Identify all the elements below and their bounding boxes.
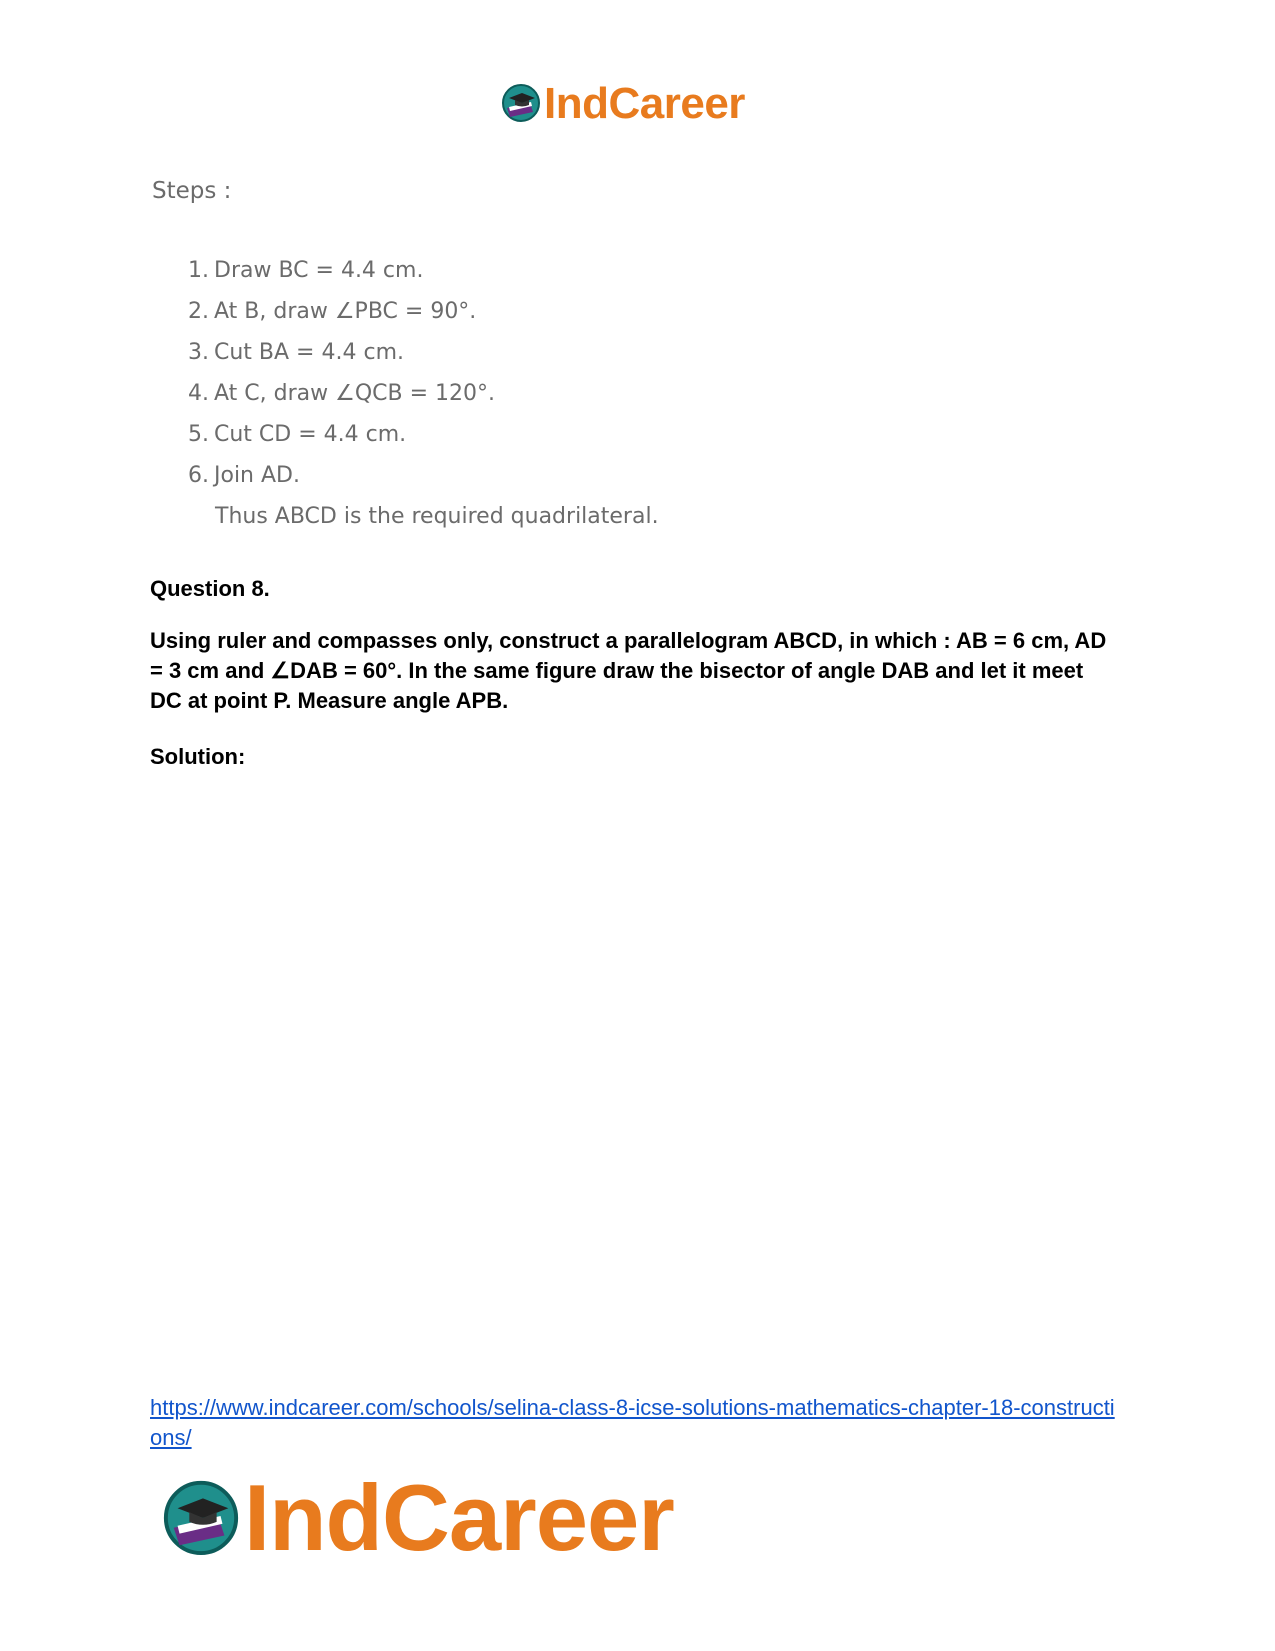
step-number: 2. <box>188 299 209 324</box>
steps-list <box>188 256 495 502</box>
footer-logo <box>160 1466 674 1570</box>
step-number: 3. <box>188 340 209 365</box>
graduation-book-icon <box>500 81 542 128</box>
list-item <box>188 297 495 338</box>
header-logo <box>500 76 745 132</box>
list-item <box>188 256 495 297</box>
footer-logo-text: IndCareer <box>244 1465 674 1570</box>
header-logo-text: IndCareer <box>544 79 745 128</box>
steps-conclusion: Thus ABCD is the required quadrilateral. <box>215 504 659 529</box>
step-number: 4. <box>188 381 209 406</box>
step-text: Cut BA = 4.4 cm. <box>214 340 404 365</box>
step-number: 1. <box>188 258 209 283</box>
list-item <box>188 420 495 461</box>
question-title: Question 8. <box>150 576 270 601</box>
question-text: Using ruler and compasses only, construct a parallelogram ABCD, in which : AB = 6 cm, AD = 3 cm and ∠DAB = 60°. In the same figure draw the bisector of angle DAB and let it meet DC at point P. Measure angle APB. <box>150 628 1107 713</box>
step-text: Draw BC = 4.4 cm. <box>214 258 424 283</box>
list-item <box>188 379 495 420</box>
step-text: Cut CD = 4.4 cm. <box>214 422 407 447</box>
graduation-book-icon <box>160 1475 242 1562</box>
steps-heading: Steps : <box>152 178 232 204</box>
step-number: 5. <box>188 422 209 447</box>
step-text: Join AD. <box>214 463 300 488</box>
source-link[interactable]: https://www.indcareer.com/schools/selina-class-8-icse-solutions-mathematics-chapter-18-constructions/ <box>150 1395 1115 1450</box>
list-item <box>188 461 495 502</box>
list-item <box>188 338 495 379</box>
solution-label: Solution: <box>150 744 246 769</box>
step-text: At B, draw ∠PBC = 90°. <box>214 299 477 324</box>
step-text: At C, draw ∠QCB = 120°. <box>214 381 496 406</box>
step-number: 6. <box>188 463 209 488</box>
